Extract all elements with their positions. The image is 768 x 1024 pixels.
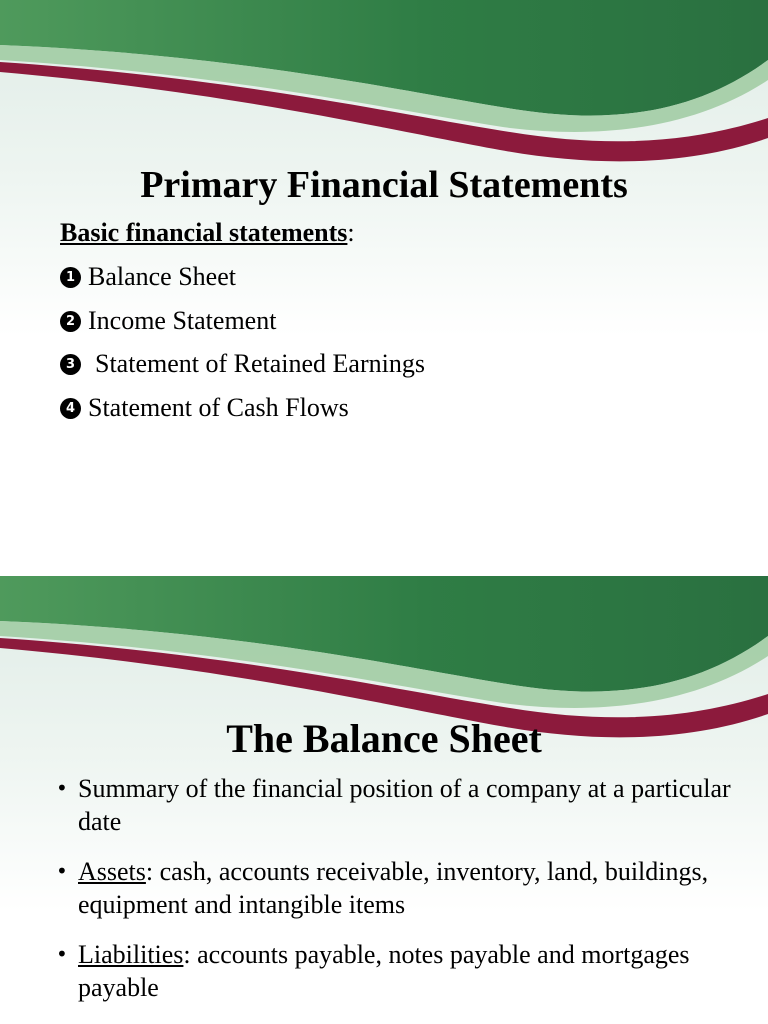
number-2-icon: 2 [60, 311, 81, 332]
subheading-text: Basic financial statements [60, 218, 348, 247]
list-item-text: Statement of Retained Earnings [95, 349, 425, 378]
number-3-icon: 3 [60, 354, 81, 375]
list-item-text: Statement of Cash Flows [88, 392, 349, 422]
slide-header-banner [0, 0, 768, 175]
list-item-text: Balance Sheet [88, 262, 236, 291]
statements-list [60, 258, 425, 432]
list-item [56, 855, 746, 921]
slide-separator [0, 448, 768, 576]
bullet-icon: • [56, 942, 68, 966]
subheading-colon: : [347, 218, 355, 247]
bullet-text: : cash, accounts receivable, inventory, land, buildings, equipment and intangible items [78, 857, 709, 919]
list-item [60, 389, 425, 433]
bullet-icon: • [56, 859, 68, 883]
bullet-text: : accounts payable, notes payable and mortgages payable [78, 940, 690, 1002]
slide-title: Primary Financial Statements [140, 164, 628, 206]
list-item [56, 772, 746, 838]
slide-title: The Balance Sheet [226, 716, 542, 761]
bullet-term: Liabilities [78, 940, 184, 969]
list-item [60, 302, 425, 346]
slide-the-balance-sheet [0, 576, 768, 1024]
number-4-icon: 4 [60, 398, 81, 419]
bullet-icon: • [56, 776, 68, 800]
list-item [60, 345, 425, 389]
bullet-term: Assets [78, 857, 146, 886]
list-item [60, 258, 425, 302]
subheading [60, 218, 355, 248]
bullet-text: Summary of the financial position of a company at a particular date [78, 774, 731, 836]
slide-primary-financial-statements [0, 0, 768, 448]
list-item [56, 938, 746, 1004]
number-1-icon: 1 [60, 267, 81, 288]
list-item-text: Income Statement [88, 305, 277, 335]
bullet-list [56, 772, 746, 1021]
